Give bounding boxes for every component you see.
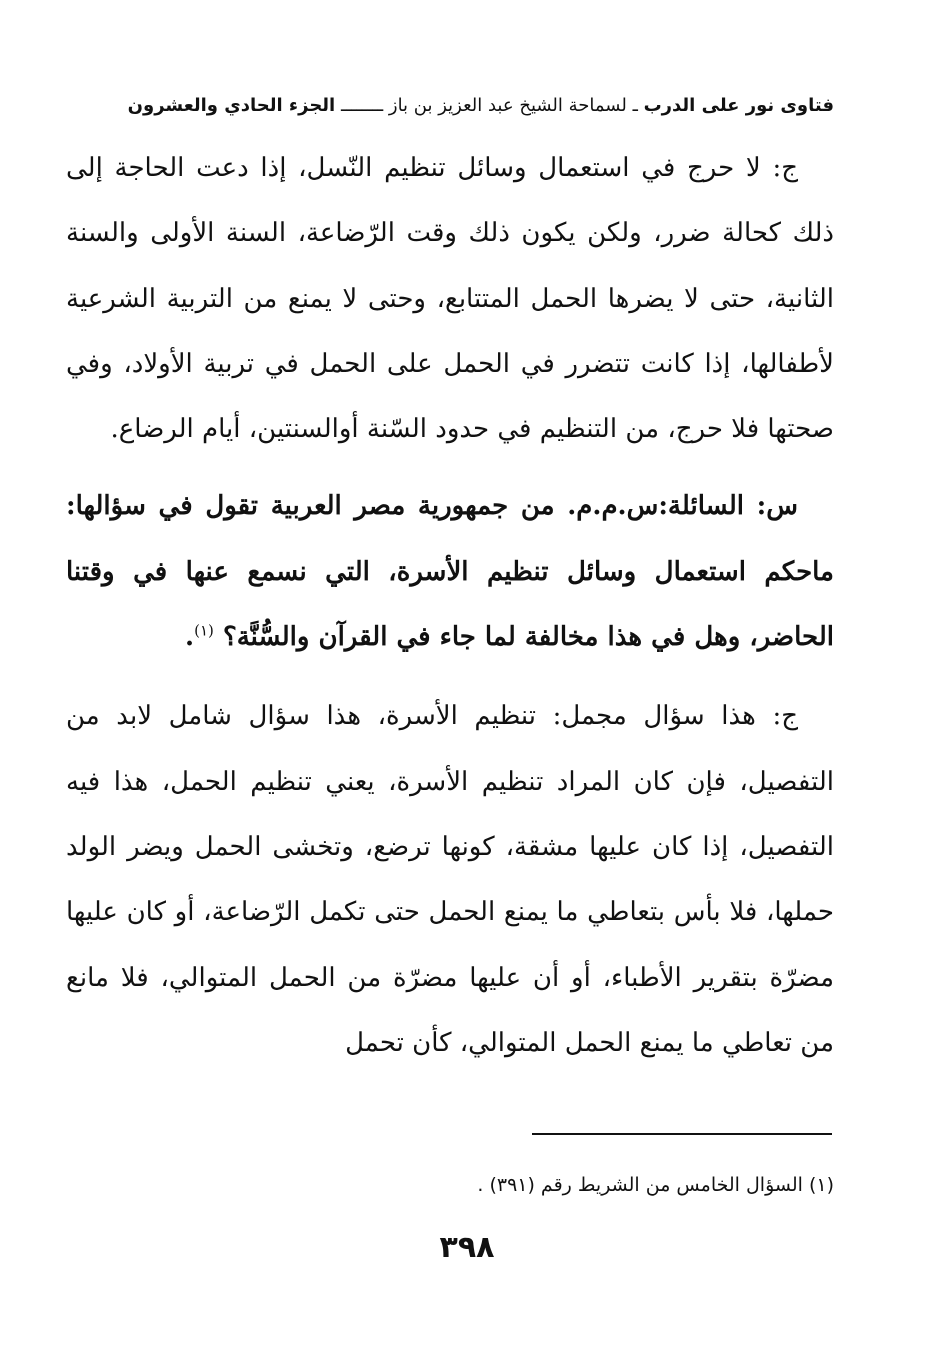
footnote-reference[interactable]: (١) — [194, 621, 214, 640]
footnote: (١) السؤال الخامس من الشريط رقم (٣٩١) . — [477, 1174, 834, 1196]
book-title: فتاوى نور على الدرب — [643, 95, 834, 116]
answer-paragraph-1: ج: لا حرج في استعمال وسائل تنظيم النّسل، إذا دعت الحاجة إلى ذلك كحالة ضرر، ولكن يكون ذلك وقت الرّضاعة، السنة الأولى والسنة الثانية، حتى لا يضرها الحمل المتتابع، وحتى لا يمنع من التربية الشرعية لأطفالها، إذا كانت تتضرر في الحمل على الحمل في تربية الأولاد، وفي صحتها فلا حرج، من التنظيم في حدود السّنة أوالسنتين، أيام الرضاع. — [66, 153, 834, 445]
header-separator: ـ — [626, 95, 644, 116]
volume-part: الجزء الحادي والعشرون — [127, 95, 336, 116]
running-header — [68, 88, 834, 124]
author-name: لسماحة الشيخ عبد العزيز بن باز — [388, 95, 627, 116]
question-paragraph — [66, 474, 834, 670]
main-text — [66, 136, 834, 1076]
header-separator-long: ــــــــ — [335, 95, 389, 116]
footnote-divider — [532, 1133, 832, 1135]
question-end-mark: . — [185, 622, 195, 653]
page-number: ٣٩٨ — [439, 1230, 495, 1265]
answer-paragraph-2: ج: هذا سؤال مجمل: تنظيم الأسرة، هذا سؤال شامل لابد من التفصيل، فإن كان المراد تنظيم الأسرة، يعني تنظيم الحمل، هذا فيه التفصيل، إذا كان عليها مشقة، كونها ترضع، وتخشى الحمل ويضر الولد حملها، فلا بأس بتعاطي ما يمنع الحمل حتى تكمل الرّضاعة، أو كان عليها مضرّة بتقرير الأطباء، أو أن عليها مضرّة من الحمل المتوالي، فلا مانع من تعاطي ما يمنع الحمل المتوالي، كأن تحمل — [66, 701, 834, 1058]
question-text: س: السائلة:س.م.م. من جمهورية مصر العربية تقول في سؤالها: ماحكم استعمال وسائل تنظيم الأسرة، التي نسمع عنها في وقتنا الحاضر، وهل في هذا مخالفة لما جاء في القرآن والسُّنَّة؟ — [66, 491, 834, 653]
